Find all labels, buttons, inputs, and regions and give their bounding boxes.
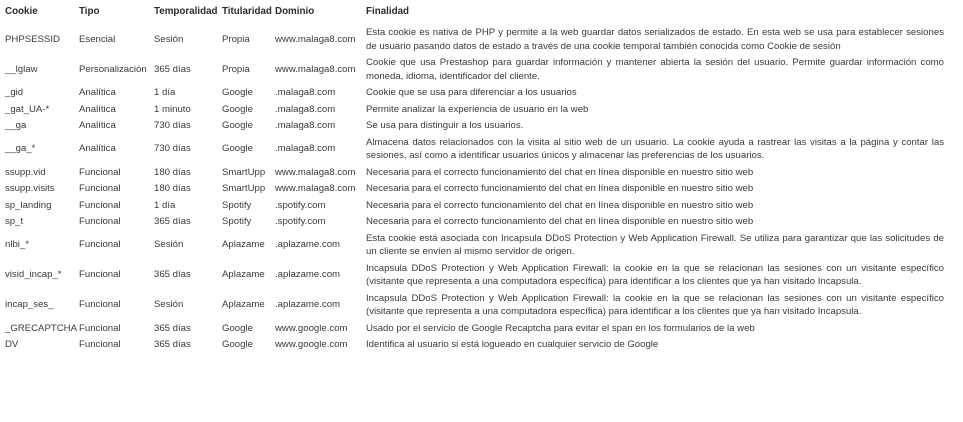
cell-tipo: Analítica <box>79 143 116 155</box>
cell-tipo: Personalización <box>79 63 147 75</box>
cell-temporalidad: 730 días <box>154 143 191 155</box>
cell-dominio: www.google.com <box>275 339 348 350</box>
cell-cookie: sp_landing <box>5 199 52 211</box>
cell-finalidad: Necesaria para el correcto funcionamiento del chat en línea disponible en nuestro sitio web <box>366 166 754 178</box>
cell-cookie: ssupp.visits <box>5 183 55 194</box>
header-finalidad: Finalidad <box>366 6 410 17</box>
cell-temporalidad: 1 día <box>154 199 176 211</box>
cell-titularidad: SmartUpp <box>222 183 266 194</box>
table-row <box>3 85 946 102</box>
cell-dominio: .malaga8.com <box>275 87 336 98</box>
table-row <box>3 260 946 290</box>
cell-dominio: www.malaga8.com <box>275 166 356 178</box>
cell-temporalidad: 365 días <box>154 216 191 227</box>
cell-finalidad: Almacena datos relacionados con la visita al sitio web de un usuario. La cookie ayuda a rastrear las visitas a la página y contar las sesiones, así como a identificar usuarios únicos y almacenar las preferencias de los usuarios. <box>366 136 944 161</box>
cell-cookie: _gat_UA-* <box>5 103 50 115</box>
table-row <box>3 55 946 85</box>
table-row <box>3 337 946 354</box>
cell-tipo: Funcional <box>79 166 121 178</box>
cell-cookie: visid_incap_* <box>5 269 62 281</box>
cell-dominio: www.malaga8.com <box>275 183 356 194</box>
cell-dominio: www.malaga8.com <box>275 33 356 45</box>
header-dominio: Dominio <box>275 6 315 17</box>
cell-tipo: Funcional <box>79 239 121 251</box>
cell-finalidad: Necesaria para el correcto funcionamiento del chat en línea disponible en nuestro sitio web <box>366 199 754 211</box>
cell-titularidad: Propia <box>222 63 250 75</box>
cell-finalidad: Cookie que se usa para diferenciar a los usuarios <box>366 87 577 98</box>
cell-tipo: Esencial <box>79 33 116 45</box>
cell-temporalidad: Sesión <box>154 33 184 45</box>
table-row <box>3 101 946 118</box>
cell-finalidad: Incapsula DDoS Protection y Web Application Firewall: la cookie en la que se relacionan las sesiones con un visitante específico (visitante que representa a una computadora específica) para identificar a los clientes que ya han visitado Incapsula. <box>366 262 944 287</box>
cell-finalidad: Incapsula DDoS Protection y Web Application Firewall: la cookie en la que se relacionan las sesiones con un visitante específico (visitante que representa a una computadora específica) para identificar a los clientes que ya han visitado Incapsula. <box>366 292 944 317</box>
cell-dominio: .aplazame.com <box>275 299 341 311</box>
cell-cookie: nlbi_* <box>5 239 30 251</box>
cell-cookie: ssupp.vid <box>5 166 46 178</box>
cell-temporalidad: 1 minuto <box>154 103 191 115</box>
cell-finalidad: Se usa para distinguir a los usuarios. <box>366 120 524 131</box>
cell-dominio: .aplazame.com <box>275 239 341 251</box>
cell-tipo: Funcional <box>79 199 121 211</box>
header-cookie: Cookie <box>5 6 38 17</box>
cell-titularidad: Spotify <box>222 216 252 227</box>
cell-temporalidad: 365 días <box>154 63 191 75</box>
cell-cookie: __ga_* <box>5 143 36 155</box>
cell-finalidad: Necesaria para el correcto funcionamiento del chat en línea disponible en nuestro sitio web <box>366 183 754 194</box>
cell-temporalidad: 180 días <box>154 183 191 194</box>
cell-dominio: .malaga8.com <box>275 120 336 131</box>
cell-temporalidad: 730 días <box>154 120 191 131</box>
cell-finalidad: Esta cookie es nativa de PHP y permite a la web guardar datos serializados de estado. En esta web se usa para establecer sesiones de usuario pasando datos de estado a través de una cookie temporal también conocida como Cookie de sesión <box>366 27 944 52</box>
cell-finalidad: Usado por el servicio de Google Recaptcha para evitar el span en los formularios de la web <box>366 322 755 334</box>
cell-titularidad: Aplazame <box>222 269 265 281</box>
table-row <box>3 134 946 164</box>
table-row <box>3 290 946 320</box>
cell-dominio: .aplazame.com <box>275 269 341 281</box>
cell-tipo: Funcional <box>79 183 121 194</box>
cell-titularidad: Aplazame <box>222 239 265 251</box>
cell-finalidad: Esta cookie está asociada con Incapsula DDoS Protection y Web Application Firewall. Se utiliza para garantizar que las solicitudes de un cliente se envíen al mismo servidor de origen. <box>366 232 944 257</box>
cell-tipo: Funcional <box>79 299 121 311</box>
cell-finalidad: Identifica al usuario si está logueado en cualquier servicio de Google <box>366 339 659 350</box>
cell-titularidad: Spotify <box>222 199 252 211</box>
cell-dominio: www.google.com <box>275 322 348 334</box>
cell-tipo: Analítica <box>79 120 116 131</box>
cell-dominio: www.malaga8.com <box>275 63 356 75</box>
cell-cookie: PHPSESSID <box>5 33 60 45</box>
cell-titularidad: SmartUpp <box>222 166 266 178</box>
table-row <box>3 118 946 135</box>
cell-titularidad: Google <box>222 322 253 334</box>
cell-dominio: .malaga8.com <box>275 143 336 155</box>
cell-temporalidad: 365 días <box>154 269 191 281</box>
cell-temporalidad: Sesión <box>154 239 184 251</box>
cell-tipo: Funcional <box>79 322 121 334</box>
cell-titularidad: Google <box>222 87 253 98</box>
cell-tipo: Analítica <box>79 103 116 115</box>
cell-tipo: Funcional <box>79 269 121 281</box>
cell-titularidad: Propia <box>222 33 250 45</box>
cell-titularidad: Google <box>222 103 253 115</box>
cell-finalidad: Necesaria para el correcto funcionamiento del chat en línea disponible en nuestro sitio web <box>366 216 754 227</box>
header-titularidad: Titularidad <box>222 6 272 17</box>
header-temporalidad: Temporalidad <box>154 6 218 17</box>
cell-tipo: Funcional <box>79 339 121 350</box>
cell-cookie: __ga <box>5 120 27 131</box>
cell-temporalidad: 180 días <box>154 166 191 178</box>
cell-cookie: DV <box>5 339 19 350</box>
table-row <box>3 230 946 260</box>
cell-temporalidad: 365 días <box>154 339 191 350</box>
cell-finalidad: Permite analizar la experiencia de usuario en la web <box>366 103 589 115</box>
cell-cookie: sp_t <box>5 216 24 227</box>
cell-cookie: _GRECAPTCHA <box>5 322 77 334</box>
cell-titularidad: Google <box>222 120 253 131</box>
cell-temporalidad: 1 día <box>154 87 176 98</box>
cell-titularidad: Aplazame <box>222 299 265 311</box>
cell-dominio: .spotify.com <box>275 199 326 211</box>
table-row <box>3 320 946 337</box>
cell-titularidad: Google <box>222 143 253 155</box>
table-row <box>3 181 946 198</box>
cell-tipo: Funcional <box>79 216 121 227</box>
cell-temporalidad: 365 días <box>154 322 191 334</box>
table-row <box>3 25 946 55</box>
cell-titularidad: Google <box>222 339 253 350</box>
cell-cookie: _gid <box>5 87 24 98</box>
cell-cookie: incap_ses_ <box>5 299 54 311</box>
cell-tipo: Analítica <box>79 87 116 98</box>
cookies-table <box>3 3 946 353</box>
table-row <box>3 197 946 214</box>
cell-cookie: __lglaw <box>5 63 38 75</box>
cell-temporalidad: Sesión <box>154 299 184 311</box>
table-header-row <box>3 3 946 25</box>
table-row <box>3 214 946 231</box>
header-tipo: Tipo <box>79 6 100 17</box>
cell-dominio: .spotify.com <box>275 216 326 227</box>
cell-dominio: .malaga8.com <box>275 103 336 115</box>
table-row <box>3 164 946 181</box>
cell-finalidad: Cookie que usa Prestashop para guardar información y mantener abierta la sesión del usuario. Permite guardar información como moneda, idioma, identificador del cliente. <box>366 57 944 82</box>
